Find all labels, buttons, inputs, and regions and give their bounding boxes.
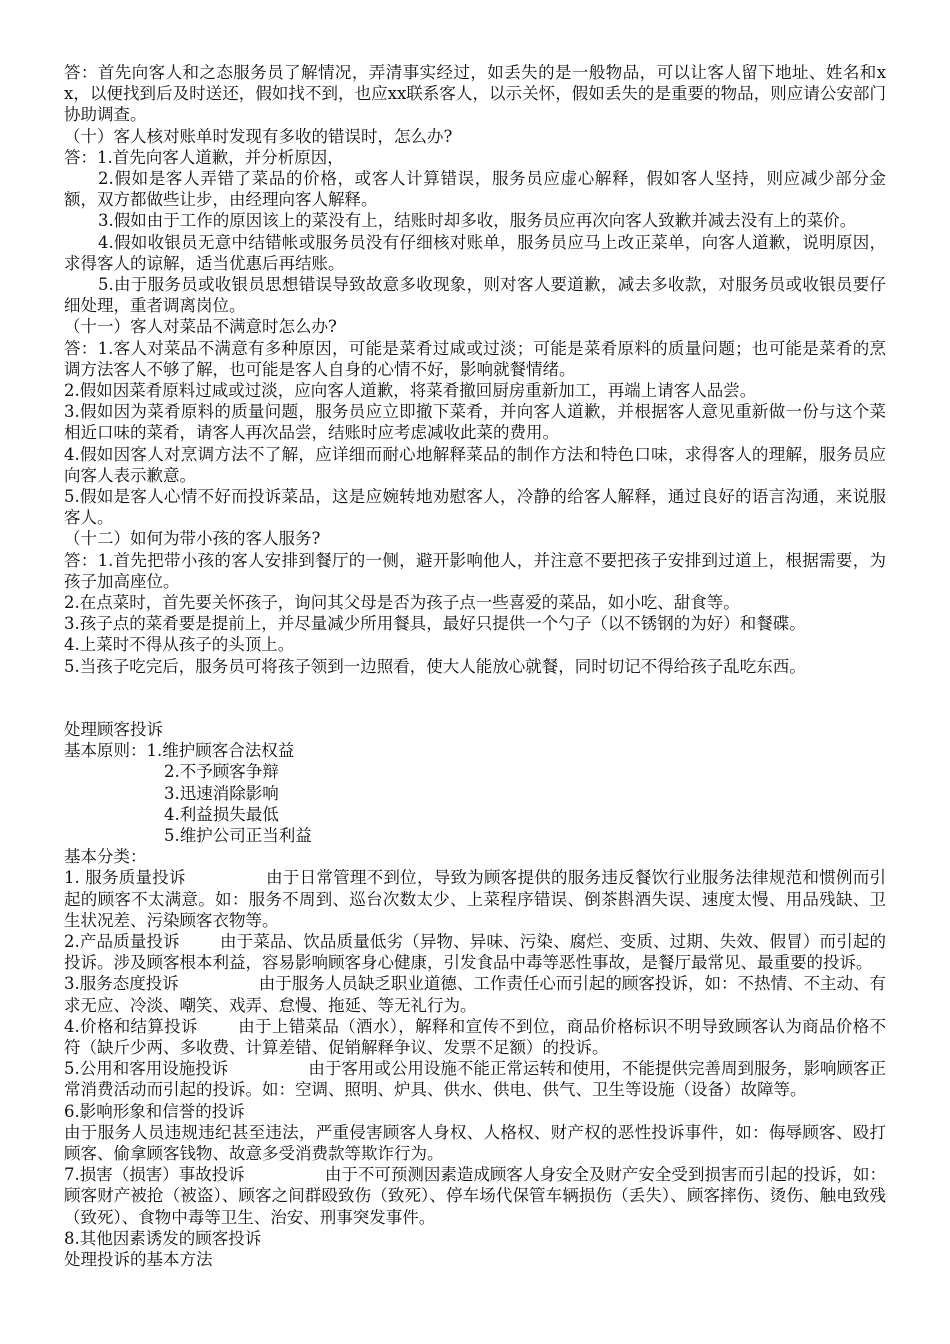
q11-answer-4: 4.假如因客人对烹调方法不了解，应详细而耐心地解释菜品的制作方法和特色口味，求得客人的理解，服务员应向客人表示歉意。 xyxy=(64,444,886,485)
q10-answer-5: 5.由于服务员或收银员思想错误导致故意多收现象，则对客人要道歉，减去多收款，对服务员或收银员要仔细处理，重者调离岗位。 xyxy=(64,275,886,316)
category-title: 7.损害（损害）事故投诉 xyxy=(64,1165,245,1185)
principle-item: 2.不予顾客争辩 xyxy=(164,762,279,782)
category-body: 由于上错菜品（酒水），解释和宣传不到位，商品价格标识不明导致顾客认为商品价格不符（缺斤少两、多收费、计算差错、促销解释争议、发票不足额）的投诉。 xyxy=(64,1016,887,1057)
q10-answer-1: 答：1.首先向客人道歉，并分析原因， xyxy=(64,147,344,167)
q12-answer-3: 3.孩子点的菜肴要是提前上，并尽量减少所用餐具，最好只提供一个勺子（以不锈钢的为好）和餐碟。 xyxy=(64,614,806,634)
principles-label: 基本原则： xyxy=(64,741,147,761)
category-title: 1. 服务质量投诉 xyxy=(64,868,186,888)
category-accident xyxy=(64,1164,886,1228)
q10-answer-3: 3.假如由于工作的原因该上的菜没有上，结账时却多收，服务员应再次向客人致歉并减去没有上的菜价。 xyxy=(98,211,857,231)
q10-answer-4: 4.假如收银员无意中结错帐或服务员没有仔细核对账单，服务员应马上改正菜单，向客人道歉，说明原因，求得客人的谅解，适当优惠后再结账。 xyxy=(64,232,886,273)
q11-answer-1: 答：1.客人对菜品不满意有多种原因，可能是菜肴过咸或过淡；可能是菜肴原料的质量问题；也可能是菜肴的烹调方法客人不够了解，也可能是客人自身的心情不好，影响就餐情绪。 xyxy=(64,338,886,379)
section-spacer xyxy=(64,677,886,719)
category-body: 由于日常管理不到位，导致为顾客提供的服务违反餐饮行业服务法律规范和惯例而引起的顾客不太满意。如：服务不周到、巡台次数太少、上菜程序错误、倒茶斟酒失误、速度太慢、用品残缺、卫生状况差、污染顾客衣物等。 xyxy=(64,868,886,930)
category-image-reputation-body: 由于服务人员违规违纪甚至违法，严重侵害顾客人身权、人格权、财产权的恶性投诉事件，如：侮辱顾客、殴打顾客、偷拿顾客钱物、故意多受消费款等欺诈行为。 xyxy=(64,1122,886,1163)
q12-answer-1: 答：1.首先把带小孩的客人安排到餐厅的一侧，避开影响他人，并注意不要把孩子安排到过道上，根据需要，为孩子加高座位。 xyxy=(64,550,886,591)
complaints-heading: 处理顾客投诉 xyxy=(64,719,163,739)
category-title: 5.公用和客用设施投诉 xyxy=(64,1059,229,1079)
q11-answer-3: 3.假如因为菜肴原料的质量问题，服务员应立即撤下菜肴，并向客人道歉，并根据客人意见重新做一份与这个菜相近口味的菜肴，请客人再次品尝，结账时应考虑减收此菜的费用。 xyxy=(64,402,886,443)
category-product-quality xyxy=(64,931,886,973)
question-11-title: （十一）客人对菜品不满意时怎么办? xyxy=(64,317,337,337)
q12-answer-2: 2.在点菜时，首先要关怀孩子，询问其父母是否为孩子点一些喜爱的菜品，如小吃、甜食等。 xyxy=(64,593,740,613)
category-body: 由于不可预测因素造成顾客人身安全及财产安全受到损害而引起的投诉，如：顾客财产被抢（被盗）、顾客之间群殴致伤（致死）、停车场代保管车辆损伤（丢失）、顾客摔伤、烫伤、触电致残（致死）、食物中毒等卫生、治安、刑事突发事件。 xyxy=(64,1165,887,1227)
q12-answer-4: 4.上菜时不得从孩子的头顶上。 xyxy=(64,635,295,655)
category-title: 2.产品质量投诉 xyxy=(64,931,180,951)
category-title: 4.价格和结算投诉 xyxy=(64,1016,198,1036)
principle-item: 5.维护公司正当利益 xyxy=(164,825,312,845)
principle-item: 1.维护顾客合法权益 xyxy=(146,741,295,761)
methods-heading: 处理投诉的基本方法 xyxy=(64,1249,213,1269)
principles-list xyxy=(64,740,886,846)
principle-item: 3.迅速消除影响 xyxy=(164,783,279,803)
category-image-reputation-title: 6.影响形象和信誉的投诉 xyxy=(64,1101,245,1121)
principle-item: 4.利益损失最低 xyxy=(164,804,279,824)
category-service-quality xyxy=(64,867,886,931)
category-price-settlement xyxy=(64,1016,886,1058)
q11-answer-2: 2.假如因菜肴原料过咸或过淡，应向客人道歉，将菜肴撤回厨房重新加工，再端上请客人品尝。 xyxy=(64,381,757,401)
q12-answer-5: 5.当孩子吃完后，服务员可将孩子领到一边照看，使大人能放心就餐，同时切记不得给孩子乱吃东西。 xyxy=(64,656,806,676)
category-service-attitude xyxy=(64,973,886,1015)
category-other: 8.其他因素诱发的顾客投诉 xyxy=(64,1228,262,1248)
category-body: 由于客用或公用设施不能正常运转和使用，不能提供完善周到服务，影响顾客正常消费活动而引起的投诉。如：空调、照明、炉具、供水、供电、供气、卫生等设施（设备）故障等。 xyxy=(64,1059,887,1100)
question-10-title: （十）客人核对账单时发现有多收的错误时，怎么办? xyxy=(64,126,453,146)
category-facilities xyxy=(64,1058,886,1100)
category-title: 3.服务态度投诉 xyxy=(64,974,179,994)
document-page xyxy=(64,62,886,1270)
category-body: 由于服务人员缺乏职业道德、工作责任心而引起的顾客投诉，如：不热情、不主动、有求无应、冷淡、嘲笑、戏弄、怠慢、拖延、等无礼行为。 xyxy=(64,974,887,1015)
category-body: 由于菜品、饮品质量低劣（异物、异味、污染、腐烂、变质、过期、失效、假冒）而引起的投诉。涉及顾客根本利益，容易影响顾客身心健康，引发食品中毒等恶性事故，是餐厅最常见、最重要的投诉。 xyxy=(64,931,886,973)
categories-label: 基本分类： xyxy=(64,847,147,867)
answer-lost-item: 答：首先向客人和之态服务员了解情况，弄清事实经过，如丢失的是一般物品，可以让客人留下地址、姓名和xx，以便找到后及时送还，假如找不到，也应xx联系客人，以示关怀，假如丢失的是重要的物品，则应请公安部门协助调查。 xyxy=(64,63,886,125)
q11-answer-5: 5.假如是客人心情不好而投诉菜品，这是应婉转地劝慰客人，冷静的给客人解释，通过良好的语言沟通，来说服客人。 xyxy=(64,487,886,528)
question-12-title: （十二）如何为带小孩的客人服务? xyxy=(64,529,321,549)
q10-answer-2: 2.假如是客人弄错了菜品的价格，或客人计算错误，服务员应虚心解释，假如客人坚持，则应减少部分金额，双方都做些让步，由经理向客人解释。 xyxy=(64,169,886,210)
